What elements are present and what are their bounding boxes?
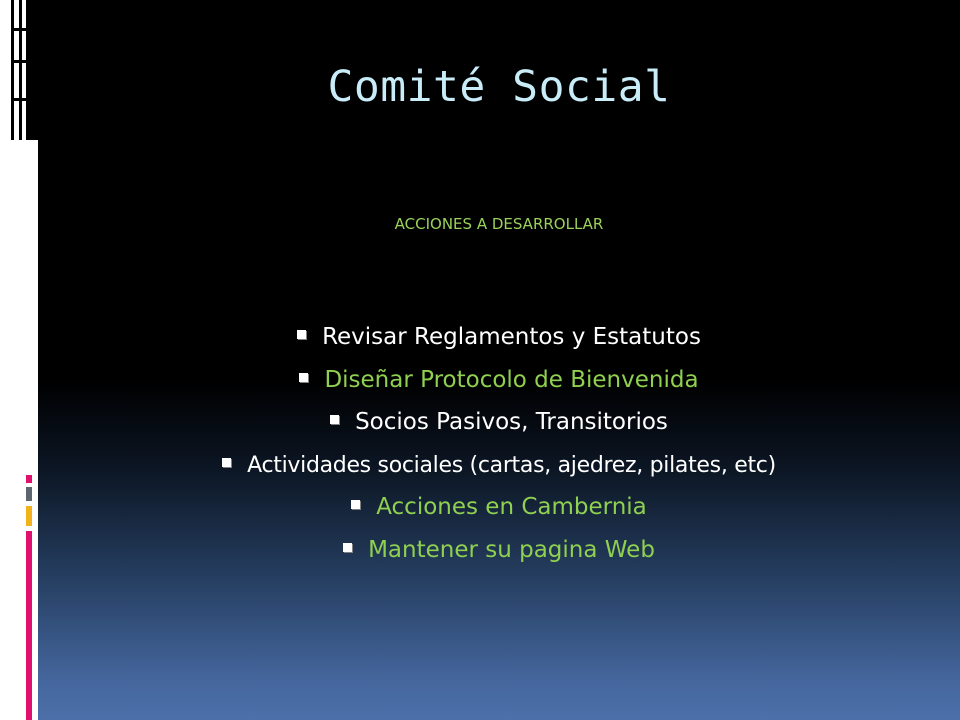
action-item-text: Actividades sociales (cartas, ajedrez, pilates, etc) [247,452,776,478]
accent-stripe-pink [26,475,32,483]
accent-stripe-gray [26,487,32,501]
square-bullet-icon [351,500,360,509]
action-list-item [38,529,960,572]
action-item-text: Revisar Reglamentos y Estatutos [322,324,701,350]
square-bullet-icon [299,373,308,382]
square-bullet-icon [343,543,352,552]
slide-title: Comité Social [327,62,671,112]
action-list-item [38,444,960,487]
action-item-text: Acciones en Cambernia [376,494,647,520]
action-item-text: Socios Pasivos, Transitorios [355,409,668,435]
accent-stripe-pink-long [26,531,32,720]
action-item-text: Diseñar Protocolo de Bienvenida [324,366,699,393]
action-list-item [38,316,960,359]
action-item-text: Mantener su pagina Web [368,536,655,563]
action-list-item [38,359,960,402]
square-bullet-icon [222,458,231,467]
window-pane-decoration-icon [0,0,38,140]
square-bullet-icon [297,330,306,339]
action-list-item [38,401,960,444]
slide-subtitle: ACCIONES A DESARROLLAR [394,215,604,233]
action-list [38,316,960,571]
action-list-item [38,486,960,529]
square-bullet-icon [330,415,339,424]
accent-stripe-gold [26,506,32,526]
